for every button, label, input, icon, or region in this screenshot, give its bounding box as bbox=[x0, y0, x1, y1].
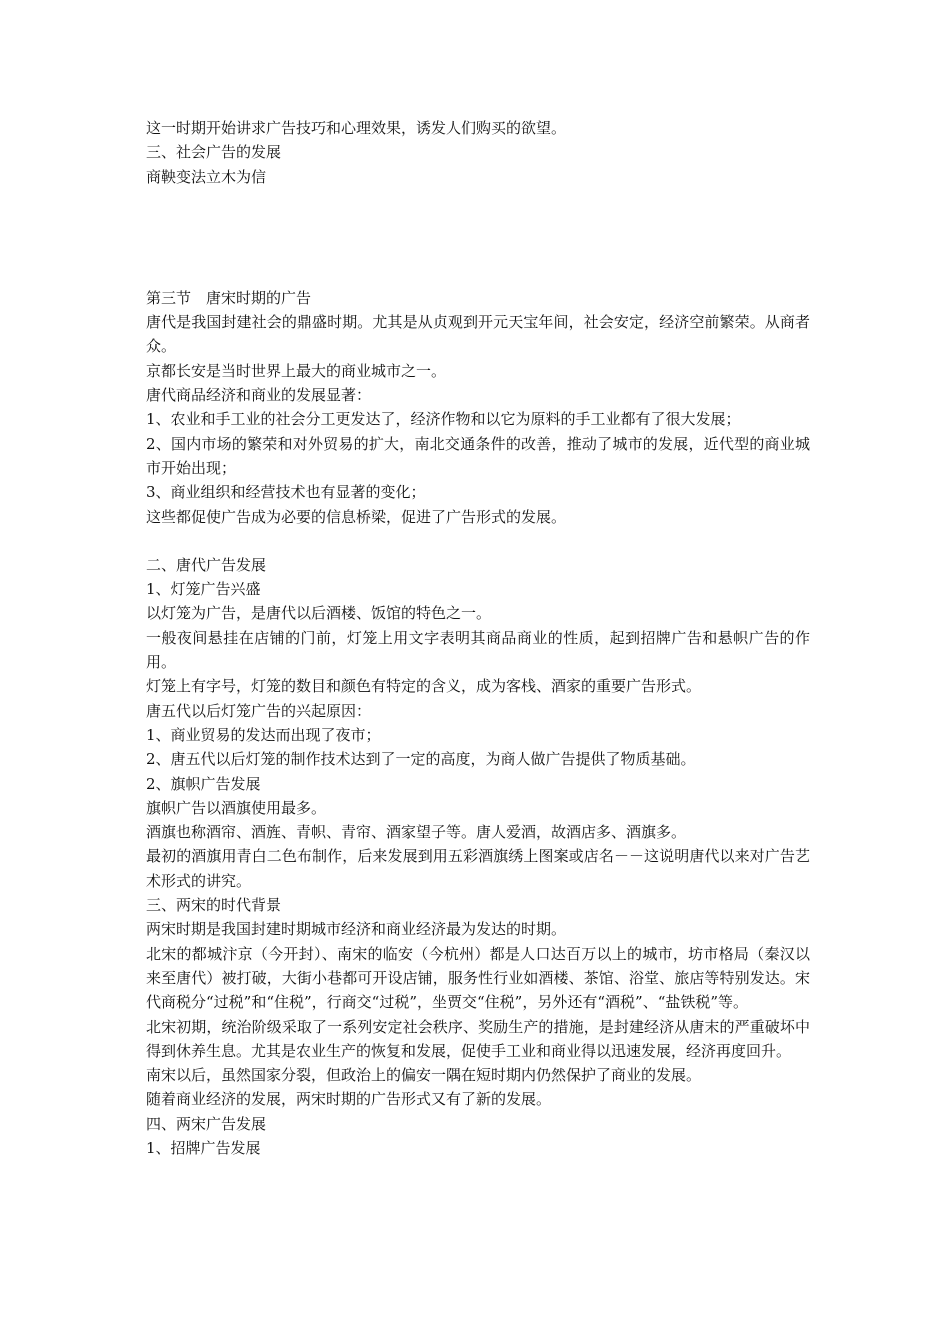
subsection-heading: 2、旗帜广告发展 bbox=[146, 774, 261, 793]
subsection-heading: 1、灯笼广告兴盛 bbox=[146, 580, 261, 599]
paragraph: 一般夜间悬挂在店铺的门前，灯笼上用文字表明其商品商业的性质，起到招牌广告和悬帜广告的作用。 bbox=[146, 628, 810, 672]
paragraph: 商鞅变法立木为信 bbox=[146, 167, 267, 186]
document-body bbox=[146, 116, 810, 1160]
list-item: 1、农业和手工业的社会分工更发达了，经济作物和以它为原料的手工业都有了很大发展； bbox=[146, 410, 741, 429]
paragraph: 最初的酒旗用青白二色布制作，后来发展到用五彩酒旗绣上图案或店名－－这说明唐代以来对广告艺术形式的讲究。 bbox=[146, 847, 810, 890]
paragraph: 唐代商品经济和商业的发展显著： bbox=[146, 386, 372, 405]
blank-line bbox=[146, 529, 810, 553]
paragraph: 南宋以后，虽然国家分裂，但政治上的偏安一隅在短时期内仍然保护了商业的发展。 bbox=[146, 1066, 702, 1085]
list-item: 2、唐五代以后灯笼的制作技术达到了一定的高度，为商人做广告提供了物质基础。 bbox=[146, 750, 696, 769]
paragraph: 这些都促使广告成为必要的信息桥梁，促进了广告形式的发展。 bbox=[146, 507, 567, 526]
paragraph: 灯笼上有字号，灯笼的数目和颜色有特定的含义，成为客栈、酒家的重要广告形式。 bbox=[146, 677, 702, 696]
list-item: 3、商业组织和经营技术也有显著的变化； bbox=[146, 483, 426, 502]
paragraph: 唐五代以后灯笼广告的兴起原因： bbox=[146, 701, 372, 720]
paragraph: 京都长安是当时世界上最大的商业城市之一。 bbox=[146, 361, 447, 380]
section-heading: 二、唐代广告发展 bbox=[146, 555, 267, 574]
subsection-heading: 1、招牌广告发展 bbox=[146, 1138, 261, 1157]
paragraph: 两宋时期是我国封建时期城市经济和商业经济最为发达的时期。 bbox=[146, 920, 567, 939]
paragraph: 酒旗也称酒帘、酒旌、青帜、青帘、酒家望子等。唐人爱酒，故酒店多、酒旗多。 bbox=[146, 823, 687, 842]
blank-space bbox=[146, 189, 810, 286]
section-heading: 三、两宋的时代背景 bbox=[146, 896, 282, 915]
list-item: 2、国内市场的繁荣和对外贸易的扩大，南北交通条件的改善，推动了城市的发展，近代型的商业城市开始出现； bbox=[146, 434, 810, 477]
paragraph: 随着商业经济的发展，两宋时期的广告形式又有了新的发展。 bbox=[146, 1090, 552, 1109]
section-heading: 三、社会广告的发展 bbox=[146, 143, 282, 162]
chapter-heading: 第三节 唐宋时期的广告 bbox=[146, 288, 312, 307]
paragraph: 以灯笼为广告，是唐代以后酒楼、饭馆的特色之一。 bbox=[146, 604, 492, 623]
paragraph: 唐代是我国封建社会的鼎盛时期。尤其是从贞观到开元天宝年间，社会安定，经济空前繁荣。从商者众。 bbox=[146, 313, 810, 356]
paragraph: 旗帜广告以酒旗使用最多。 bbox=[146, 798, 327, 817]
paragraph: 北宋的都城汴京（今开封）、南宋的临安（今杭州）都是人口达百万以上的城市，坊市格局（秦汉以来至唐代）被打破，大街小巷都可开设店铺，服务性行业如酒楼、茶馆、浴堂、旅店等特别发达。宋代商税分“过税”和“住税”，行商交“过税”，坐贾交“住税”，另外还有“酒税”、“盐铁税”等。 bbox=[146, 944, 810, 1012]
section-heading: 四、两宋广告发展 bbox=[146, 1114, 267, 1133]
list-item: 1、商业贸易的发达而出现了夜市； bbox=[146, 725, 381, 744]
paragraph: 这一时期开始讲求广告技巧和心理效果，诱发人们购买的欲望。 bbox=[146, 119, 567, 137]
paragraph: 北宋初期，统治阶级采取了一系列安定社会秩序、奖励生产的措施，是封建经济从唐末的严重破坏中得到休养生息。尤其是农业生产的恢复和发展，促使手工业和商业得以迅速发展，经济再度回升。 bbox=[146, 1017, 810, 1060]
